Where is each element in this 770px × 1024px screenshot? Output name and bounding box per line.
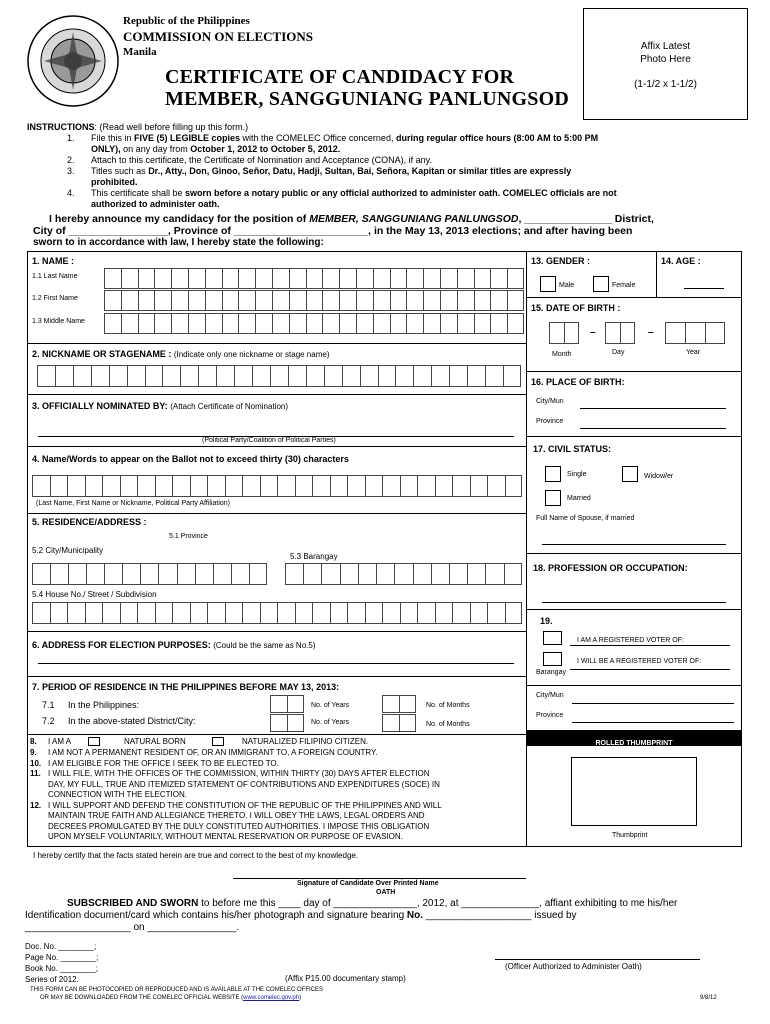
p71-years-input[interactable]	[270, 695, 304, 713]
instr-2: Attach to this certificate, the Certificate of Nomination and Acceptance (CONA), if any.	[91, 155, 432, 165]
thumbprint-label: Thumbprint	[612, 832, 648, 839]
city-text: Manila	[123, 46, 157, 58]
voter-province-label: Province	[536, 712, 564, 719]
pob-province-input[interactable]	[580, 418, 726, 429]
p71-months-label: No. of Months	[426, 702, 470, 709]
series: Series of 2012.	[25, 975, 79, 984]
instr-3-num: 3.	[67, 166, 75, 176]
residence-city-input[interactable]	[32, 563, 267, 585]
certify-text: I hereby certify that the facts stated herein are true and correct to the best of my knowledge.	[33, 851, 359, 860]
commission-text: COMMISSION ON ELECTIONS	[123, 29, 313, 44]
election-address-input[interactable]	[38, 650, 514, 664]
instr-4-a: This certificate shall be	[91, 188, 186, 198]
title-line-1: CERTIFICATE OF CANDIDACY FOR	[165, 66, 515, 88]
naturalized-checkbox[interactable]	[212, 737, 224, 746]
doc-no: Doc. No. ________;	[25, 942, 97, 951]
announce-3: sworn to in accordance with law, I hereby state the following:	[33, 237, 324, 248]
instr-3-a: Titles such as	[91, 166, 149, 176]
will-register-label: I WILL BE A REGISTERED VOTER OF:	[577, 658, 702, 665]
age-label: 14. AGE :	[661, 256, 701, 266]
footer-line-2c: )	[299, 995, 302, 1001]
gender-label: 13. GENDER :	[531, 256, 591, 266]
instr-1-num: 1.	[67, 133, 75, 143]
photo-line-2: Photo Here	[640, 54, 691, 65]
instr-1-c: with the COMELEC Office concerned,	[240, 133, 396, 143]
instr-1-e: ONLY),	[91, 144, 121, 154]
house-input[interactable]	[32, 602, 522, 624]
s8-a: I AM A	[48, 737, 72, 746]
spouse-label: Full Name of Spouse, if married	[536, 515, 635, 522]
widow-label: Widow/er	[644, 473, 674, 480]
dob-label: 15. DATE OF BIRTH :	[531, 303, 621, 313]
s9-num: 9.	[30, 748, 37, 757]
page-no: Page No. ________;	[25, 953, 99, 962]
last-name-label: 1.1 Last Name	[32, 273, 78, 280]
first-name-label: 1.2 First Name	[32, 295, 78, 302]
female-checkbox[interactable]	[593, 276, 609, 292]
instr-1-b: FIVE (5) LEGIBLE copies	[134, 133, 241, 143]
rolled-thumbprint-header	[526, 730, 742, 746]
married-label: Married	[567, 495, 591, 502]
announce-1c: , _______________ District,	[518, 213, 654, 225]
p71-label: In the Philippines:	[68, 700, 140, 710]
s12-d: UPON MYSELF VOLUNTARILY, WITHOUT MENTAL RESERVATION OR PURPOSE OF EVASION.	[48, 832, 403, 841]
s8-c: NATURALIZED FILIPINO CITIZEN.	[242, 737, 369, 746]
p72-num: 7.2	[42, 716, 55, 726]
s9: I AM NOT A PERMANENT RESIDENT OF, OR AN IMMIGRANT TO, A FOREIGN COUNTRY.	[48, 748, 378, 757]
instr-4-c: authorized to administer oath.	[91, 199, 220, 209]
p72-label: In the above-stated District/City:	[68, 716, 196, 726]
married-checkbox[interactable]	[545, 490, 561, 506]
voter-barangay-label: Barangay	[536, 669, 566, 676]
instr-1-f: on any day from	[120, 144, 191, 154]
pob-city-label: City/Mun	[536, 398, 564, 405]
residence-label: 5. RESIDENCE/ADDRESS :	[32, 517, 147, 527]
p72-years-input[interactable]	[270, 714, 304, 732]
p72-months-input[interactable]	[382, 714, 416, 732]
p71-months-input[interactable]	[382, 695, 416, 713]
female-label: Female	[612, 282, 636, 289]
residence-barangay-label: 5.3 Barangay	[290, 552, 338, 561]
item-19-label: 19.	[540, 616, 553, 626]
s12-a: I WILL SUPPORT AND DEFEND THE CONSTITUTION OF THE REPUBLIC OF THE PHILIPPINES AND WILL	[48, 800, 442, 810]
first-name-input[interactable]	[104, 290, 524, 311]
footer-line-1: THIS FORM CAN BE PHOTOCOPIED OR REPRODUCED AND IS AVAILABLE AT THE COMELEC OFFICES	[30, 987, 324, 993]
nominated-note: (Attach Certificate of Nomination)	[170, 402, 289, 411]
instructions-note: : (Read well before filling up this form.)	[94, 122, 249, 132]
photo-size: (1-1/2 x 1-1/2)	[634, 79, 697, 90]
voter-province-input[interactable]	[572, 713, 734, 723]
instr-1-d: during regular office hours (8:00 AM to 5:00 PM	[395, 133, 599, 143]
name-label: 1. NAME :	[32, 256, 75, 266]
officer-line[interactable]	[495, 951, 700, 960]
registered-voter-label: I AM A REGISTERED VOTER OF:	[577, 637, 684, 644]
photo-line-1: Affix Latest	[640, 41, 691, 52]
oath-line-2a: Identification document/card which contains his/her photograph and signature bearing	[25, 910, 407, 921]
instructions-heading: INSTRUCTIONS	[27, 122, 95, 132]
single-checkbox[interactable]	[545, 466, 561, 482]
s12-c: DECREES PROMULGATED BY THE DULY CONSTITUTED AUTHORITIES. I IMPOSE THIS OBLIGATION	[48, 821, 430, 831]
civil-status-label: 17. CIVIL STATUS:	[533, 444, 612, 454]
s8-num: 8.	[30, 737, 37, 746]
comelec-seal	[26, 14, 120, 108]
dob-day-input[interactable]	[605, 322, 635, 344]
natural-born-checkbox[interactable]	[88, 737, 100, 746]
announce-2b: in the May 13, 2013 elections; and after having been	[373, 225, 633, 237]
period-label: 7. PERIOD OF RESIDENCE IN THE PHILIPPINES BEFORE MAY 13, 2013:	[32, 682, 340, 692]
oath-line-1: to before me this ____ day of _______________, 2012, at ______________, affiant exhibiting to me his/her	[198, 898, 678, 909]
p71-years-label: No. of Years	[311, 702, 350, 709]
notary-entries	[25, 941, 98, 985]
rolled-thumbprint-label: ROLLED THUMBPRINT	[595, 740, 673, 747]
election-address-label: 6. ADDRESS FOR ELECTION PURPOSES:	[32, 640, 214, 650]
seal-icon	[26, 14, 120, 108]
instructions	[27, 122, 747, 210]
signature-line[interactable]	[233, 866, 526, 879]
pob-province-label: Province	[536, 418, 564, 425]
oath-line-3: ___________________ on ________________.	[25, 922, 240, 933]
oath-line-2b: No.	[406, 910, 424, 921]
website-link[interactable]: www.comelec.gov.ph	[243, 995, 300, 1001]
announce-position: MEMBER, SANGGUNIANG PANLUNGSOD	[309, 213, 519, 225]
residence-province-label: 5.1 Province	[169, 533, 208, 540]
nickname-input[interactable]	[37, 365, 521, 387]
dob-dash-1: –	[590, 327, 596, 338]
announce-2a: City of _________________, Province of _______________________,	[33, 225, 374, 237]
male-checkbox[interactable]	[540, 276, 556, 292]
voter-barangay-input[interactable]	[570, 660, 730, 670]
profession-input[interactable]	[542, 590, 726, 603]
s12-num: 12.	[30, 800, 42, 810]
ballot-label: 4. Name/Words to appear on the Ballot not to exceed thirty (30) characters	[32, 454, 349, 464]
thumbprint-box[interactable]	[571, 757, 697, 826]
statements	[30, 737, 526, 843]
oath-text	[25, 898, 745, 934]
instr-2-num: 2.	[67, 155, 75, 165]
nickname-note: (Indicate only one nickname or stage name)	[173, 350, 330, 359]
instr-1-a: File this in	[91, 133, 135, 143]
middle-name-input[interactable]	[104, 313, 524, 334]
s11-c: CONNECTION WITH THE ELECTION.	[48, 790, 187, 799]
footer-line-2a: OR MAY BE DOWNLOADED FROM THE COMELEC OFFICIAL WEBSITE (	[40, 995, 244, 1001]
voter-city-label: City/Mun	[536, 692, 564, 699]
pob-city-input[interactable]	[580, 398, 726, 409]
form-date: 9/8/12	[700, 995, 717, 1001]
s12-b: MAINTAIN TRUE FAITH AND ALLEGIANCE THERETO. I WILL OBEY THE LAWS, LEGAL ORDERS AND	[48, 811, 425, 820]
age-input[interactable]	[684, 276, 724, 289]
instr-3-b: Dr., Atty., Don, Ginoo, Señor, Datu, Hadji, Sultan, Bai, Señora, Kapitan or similar titles are expressly	[148, 166, 572, 176]
dob-dash-2: –	[648, 327, 654, 338]
oath-title: OATH	[376, 889, 396, 896]
male-label: Male	[559, 282, 575, 289]
p72-years-label: No. of Years	[311, 719, 350, 726]
dob-year-input[interactable]	[665, 322, 725, 344]
voter-city-input[interactable]	[572, 694, 734, 704]
oath-sworn: SUBSCRIBED AND SWORN	[67, 898, 199, 909]
nickname-label: 2. NICKNAME OR STAGENAME :	[32, 349, 174, 359]
pob-label: 16. PLACE OF BIRTH:	[531, 377, 625, 387]
announcement	[33, 213, 745, 249]
s10-num: 10.	[30, 758, 42, 768]
spouse-input[interactable]	[542, 532, 726, 545]
instr-4-b: sworn before a notary public or any official authorized to administer oath. COMELEC officials are not	[185, 188, 617, 198]
middle-name-label: 1.3 Middle Name	[32, 318, 85, 325]
s10: I AM ELIGIBLE FOR THE OFFICE I SEEK TO BE ELECTED TO.	[48, 758, 279, 768]
registered-voter-checkbox[interactable]	[543, 631, 562, 645]
p71-num: 7.1	[42, 700, 55, 710]
stamp-label: (Affix P15.00 documentary stamp)	[285, 974, 406, 983]
s11-num: 11.	[30, 769, 41, 778]
profession-label: 18. PROFESSION OR OCCUPATION:	[533, 563, 688, 573]
instr-1-g: October 1, 2012 to October 5, 2012.	[190, 144, 341, 154]
republic-text: Republic of the Philippines	[123, 15, 250, 27]
footer	[30, 986, 323, 1002]
officer-label: (Officer Authorized to Administer Oath)	[505, 962, 642, 971]
nominated-label: 3. OFFICIALLY NOMINATED BY:	[32, 401, 171, 411]
signature-label: Signature of Candidate Over Printed Name	[297, 880, 439, 887]
party-input[interactable]	[38, 420, 514, 437]
widow-checkbox[interactable]	[622, 466, 638, 482]
dob-month-input[interactable]	[549, 322, 579, 344]
residence-barangay-input[interactable]	[285, 563, 522, 585]
p72-months-label: No. of Months	[426, 721, 470, 728]
s11-a: I WILL FILE, WITH THE OFFICES OF THE COMMISSION, WITHIN THIRTY (30) DAYS AFTER ELECTION	[48, 769, 430, 778]
photo-box[interactable]	[583, 8, 748, 120]
instr-4-num: 4.	[67, 188, 75, 198]
year-label: Year	[686, 349, 701, 356]
residence-city-label: 5.2 City/Municipality	[32, 546, 104, 555]
book-no: Book No. ________;	[25, 964, 98, 973]
single-label: Single	[567, 471, 587, 478]
will-register-checkbox[interactable]	[543, 652, 562, 666]
s11-b: DAY, MY FULL, TRUE AND ITEMIZED STATEMENT OF CONTRIBUTIONS AND EXPENDITURES (SOCE) IN	[48, 779, 440, 789]
s8-b: NATURAL BORN	[124, 737, 186, 746]
day-label: Day	[612, 349, 625, 356]
instr-3-c: prohibited.	[91, 177, 138, 187]
last-name-input[interactable]	[104, 268, 524, 289]
oath-line-2c: ___________________ issued by	[423, 910, 577, 921]
ballot-name-input[interactable]	[32, 475, 522, 497]
announce-1a: I hereby announce my candidacy for the position of	[49, 213, 310, 225]
ballot-caption: (Last Name, First Name or Nickname, Political Party Affiliation)	[36, 500, 230, 507]
title-line-2: MEMBER, SANGGUNIANG PANLUNGSOD	[165, 88, 569, 110]
month-label: Month	[552, 351, 572, 358]
election-address-note: (Could be the same as No.5)	[213, 641, 316, 650]
house-label: 5.4 House No./ Street / Subdivision	[32, 590, 157, 599]
party-caption: (Political Party/Coalition of Political Parties)	[202, 437, 336, 444]
